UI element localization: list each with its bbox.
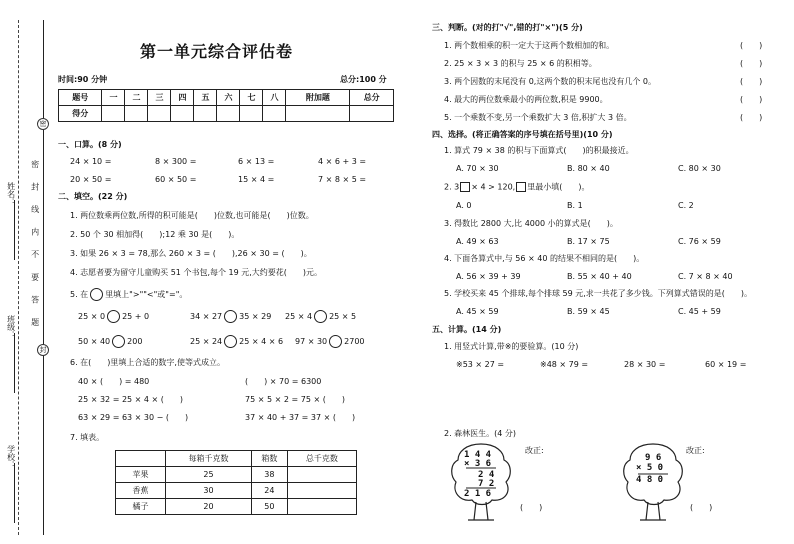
oral-item: 6 × 13 = bbox=[238, 157, 275, 166]
compare-blank-circle[interactable] bbox=[107, 310, 120, 323]
equation-item: 40 × ( ) = 480 bbox=[78, 377, 150, 386]
tree-2-line: 4 8 0 bbox=[636, 475, 664, 485]
score-cell[interactable] bbox=[194, 106, 217, 122]
section-2-heading: 二、填空。(22 分) bbox=[58, 192, 128, 201]
judge-answer-paren[interactable]: ( ) bbox=[740, 95, 763, 104]
tree-2-answer-paren[interactable]: ( ) bbox=[690, 503, 713, 512]
fruit-total-cell[interactable] bbox=[287, 499, 356, 515]
choice-question: 1. 算式 79 × 38 的积与下面算式( )的积最接近。 bbox=[444, 146, 634, 155]
tree-1-answer-paren[interactable]: ( ) bbox=[520, 503, 543, 512]
fruit-name-cell: 橘子 bbox=[116, 499, 166, 515]
page-title: 第一单元综合评估卷 bbox=[140, 42, 294, 61]
judge-answer-paren[interactable]: ( ) bbox=[740, 77, 763, 86]
score-header-cell: 三 bbox=[148, 90, 171, 106]
compare-blank-circle[interactable] bbox=[224, 310, 237, 323]
binding-dash-line-outer bbox=[18, 20, 19, 535]
tree-1-line: × 3 6 bbox=[464, 459, 492, 469]
choice-question: 2. 3 × 4 > 120, 里最小填( )。 bbox=[444, 182, 590, 192]
compare-item: 25 × 24 25 × 4 × 6 bbox=[190, 337, 284, 346]
binding-hole-sealed: 封 bbox=[37, 344, 49, 356]
fill-question-4: 4. 志愿者要为留守儿童购买 51 个书包,每个 19 元,大约要花( )元。 bbox=[70, 268, 323, 277]
choice-option: C. 76 × 59 bbox=[678, 237, 721, 246]
oral-item: 60 × 50 = bbox=[155, 175, 197, 184]
fruit-table-header bbox=[116, 451, 357, 467]
choice-option: A. 45 × 59 bbox=[456, 307, 499, 316]
oral-item: 8 × 300 = bbox=[155, 157, 197, 166]
tree-1-line: 2 4 bbox=[478, 470, 495, 480]
table-row bbox=[116, 467, 357, 483]
oral-item: 20 × 50 = bbox=[70, 175, 112, 184]
blank-box bbox=[460, 182, 470, 192]
equation-item: 37 × 40 + 37 = 37 × ( ) bbox=[245, 413, 356, 422]
score-cell[interactable] bbox=[240, 106, 263, 122]
compare-item: 34 × 27 35 × 29 bbox=[190, 312, 272, 321]
tree-2-line: × 5 0 bbox=[636, 463, 664, 473]
tree-1-line: 1 4 4 bbox=[464, 450, 492, 460]
compare-item: 25 × 0 25 + 0 bbox=[78, 312, 150, 321]
fruit-kg-cell: 25 bbox=[166, 467, 252, 483]
seal-warning: 密 封 线 内 不 要 答 题 bbox=[30, 160, 40, 332]
choice-option: A. 49 × 63 bbox=[456, 237, 499, 246]
score-table-score-row bbox=[59, 106, 394, 122]
score-cell[interactable] bbox=[171, 106, 194, 122]
equation-item: 75 × 5 × 2 = 75 × ( ) bbox=[245, 395, 345, 404]
score-row-label: 得分 bbox=[59, 106, 102, 122]
score-table bbox=[58, 89, 394, 122]
score-header-cell: 五 bbox=[194, 90, 217, 106]
compare-item: 50 × 40 200 bbox=[78, 337, 143, 346]
calc-item: 60 × 19 = bbox=[705, 360, 747, 369]
fruit-table-header-cell: 每箱千克数 bbox=[166, 451, 252, 467]
choice-option: B. 1 bbox=[567, 201, 583, 210]
score-cell[interactable] bbox=[350, 106, 394, 122]
score-table-header-row bbox=[59, 90, 394, 106]
equation-item: 25 × 32 = 25 × 4 × ( ) bbox=[78, 395, 184, 404]
fruit-table-header-cell bbox=[116, 451, 166, 467]
score-cell[interactable] bbox=[102, 106, 125, 122]
fruit-kg-cell: 30 bbox=[166, 483, 252, 499]
section-4-heading: 四、选择。(将正确答案的序号填在括号里)(10 分) bbox=[432, 130, 613, 139]
oral-item: 15 × 4 = bbox=[238, 175, 275, 184]
fill-question-5 bbox=[70, 288, 187, 301]
choice-option: C. 7 × 8 × 40 bbox=[678, 272, 733, 281]
choice-option: C. 2 bbox=[678, 201, 694, 210]
fill-question-7: 7. 填表。 bbox=[70, 433, 105, 442]
forest-doctor-question: 2. 森林医生。(4 分) bbox=[444, 429, 517, 438]
calc-instruction: 1. 用竖式计算,带※的要验算。(10 分) bbox=[444, 342, 579, 351]
judge-item: 2. 25 × 3 × 3 的积与 25 × 6 的积相等。 bbox=[444, 59, 597, 68]
oral-item: 4 × 6 + 3 = bbox=[318, 157, 367, 166]
choice-option: C. 45 + 59 bbox=[678, 307, 721, 316]
judge-item: 1. 两个数相乘的积一定大于这两个数相加的和。 bbox=[444, 41, 615, 50]
fruit-name-cell: 香蕉 bbox=[116, 483, 166, 499]
judge-answer-paren[interactable]: ( ) bbox=[740, 41, 763, 50]
fill-question-1: 1. 两位数乘两位数,所得的积可能是( )位数,也可能是( )位数。 bbox=[70, 211, 314, 220]
fill-question-5-prefix: 5. 在 bbox=[70, 290, 89, 299]
compare-blank-circle[interactable] bbox=[314, 310, 327, 323]
compare-item: 25 × 4 25 × 5 bbox=[285, 312, 357, 321]
school-underline bbox=[14, 463, 15, 523]
fill-question-6: 6. 在( )里填上合适的数字,使等式成立。 bbox=[70, 358, 225, 367]
table-row bbox=[116, 499, 357, 515]
tree-2-line: 9 6 bbox=[645, 453, 662, 463]
section-3-heading: 三、判断。(对的打"√",错的打"×")(5 分) bbox=[432, 23, 583, 32]
calc-item: 28 × 30 = bbox=[624, 360, 666, 369]
fill-question-5-suffix: 里填上">""<"或"="。 bbox=[105, 290, 188, 299]
choice-question: 5. 学校买来 45 个排球,每个排球 59 元,求一共花了多少钱。下列算式错误的是( )。 bbox=[444, 289, 753, 298]
score-header-cell: 一 bbox=[102, 90, 125, 106]
score-cell[interactable] bbox=[125, 106, 148, 122]
score-header-cell: 七 bbox=[240, 90, 263, 106]
binding-solid-line bbox=[43, 20, 44, 535]
score-cell[interactable] bbox=[148, 106, 171, 122]
calc-item: ※48 × 79 = bbox=[540, 360, 589, 369]
oral-item: 7 × 8 × 5 = bbox=[318, 175, 367, 184]
judge-answer-paren[interactable]: ( ) bbox=[740, 113, 763, 122]
fruit-name-cell: 苹果 bbox=[116, 467, 166, 483]
calc-item: ※53 × 27 = bbox=[456, 360, 505, 369]
choice-option: B. 55 × 40 + 40 bbox=[567, 272, 632, 281]
choice-question: 4. 下面各算式中,与 56 × 40 的结果不相同的是( )。 bbox=[444, 254, 645, 263]
score-header-cell: 总分 bbox=[350, 90, 394, 106]
compare-blank-circle[interactable] bbox=[112, 335, 125, 348]
judge-answer-paren[interactable]: ( ) bbox=[740, 59, 763, 68]
name-underline bbox=[14, 200, 15, 260]
exam-time: 时间:90 分钟 bbox=[58, 75, 108, 84]
score-header-cell: 附加题 bbox=[286, 90, 350, 106]
score-header-cell: 题号 bbox=[59, 90, 102, 106]
class-label: 班级： bbox=[6, 315, 16, 339]
fill-question-2: 2. 50 个 30 相加得( );12 乘 30 是( )。 bbox=[70, 230, 240, 239]
fruit-boxes-cell: 50 bbox=[252, 499, 288, 515]
judge-item: 4. 最大的两位数乘最小的两位数,积是 9900。 bbox=[444, 95, 608, 104]
fruit-kg-cell: 20 bbox=[166, 499, 252, 515]
score-header-cell: 八 bbox=[263, 90, 286, 106]
score-cell[interactable] bbox=[286, 106, 350, 122]
oral-item: 24 × 10 = bbox=[70, 157, 112, 166]
fruit-table-header-cell: 箱数 bbox=[252, 451, 288, 467]
choice-option: A. 70 × 30 bbox=[456, 164, 499, 173]
tree-1-line: 2 1 6 bbox=[464, 489, 492, 499]
fruit-table-header-cell: 总千克数 bbox=[287, 451, 356, 467]
section-1-heading: 一、口算。(8 分) bbox=[58, 140, 122, 149]
binding-hole-seal: 密 bbox=[37, 118, 49, 130]
exam-total-score: 总分:100 分 bbox=[340, 75, 387, 84]
fruit-table bbox=[115, 450, 357, 515]
school-label: 学校： bbox=[6, 445, 16, 469]
equation-item: 63 × 29 = 63 × 30 − ( ) bbox=[78, 413, 189, 422]
score-cell[interactable] bbox=[263, 106, 286, 122]
choice-option: B. 17 × 75 bbox=[567, 237, 610, 246]
table-row bbox=[116, 483, 357, 499]
compare-item: 97 × 30 2700 bbox=[295, 337, 365, 346]
choice-option: B. 59 × 45 bbox=[567, 307, 610, 316]
score-header-cell: 六 bbox=[217, 90, 240, 106]
judge-item: 3. 两个因数的末尾没有 0,这两个数的积末尾也没有几个 0。 bbox=[444, 77, 656, 86]
correction-label: 改正: bbox=[525, 446, 544, 455]
tree-1-line: 7 2 bbox=[478, 479, 495, 489]
fill-question-3: 3. 如果 26 × 3 = 78,那么 260 × 3 = ( ),26 × 30 = ( )。 bbox=[70, 249, 312, 258]
compare-blank-circle[interactable] bbox=[224, 335, 237, 348]
compare-circle-icon bbox=[90, 288, 103, 301]
compare-blank-circle[interactable] bbox=[329, 335, 342, 348]
blank-box bbox=[516, 182, 526, 192]
score-header-cell: 二 bbox=[125, 90, 148, 106]
choice-option: A. 0 bbox=[456, 201, 472, 210]
class-underline bbox=[14, 333, 15, 393]
section-5-heading: 五、计算。(14 分) bbox=[432, 325, 502, 334]
correction-label: 改正: bbox=[686, 446, 705, 455]
choice-option: C. 80 × 30 bbox=[678, 164, 721, 173]
equation-item: ( ) × 70 = 6300 bbox=[245, 377, 322, 386]
choice-option: A. 56 × 39 + 39 bbox=[456, 272, 521, 281]
choice-option: B. 80 × 40 bbox=[567, 164, 610, 173]
score-cell[interactable] bbox=[217, 106, 240, 122]
name-label: 姓名： bbox=[6, 182, 16, 206]
fruit-boxes-cell: 38 bbox=[252, 467, 288, 483]
fruit-boxes-cell: 24 bbox=[252, 483, 288, 499]
score-header-cell: 四 bbox=[171, 90, 194, 106]
choice-question: 3. 得数比 2800 大,比 4000 小的算式是( )。 bbox=[444, 219, 618, 228]
judge-item: 5. 一个乘数不变,另一个乘数扩大 3 倍,积扩大 3 倍。 bbox=[444, 113, 632, 122]
fruit-total-cell[interactable] bbox=[287, 483, 356, 499]
fruit-total-cell[interactable] bbox=[287, 467, 356, 483]
